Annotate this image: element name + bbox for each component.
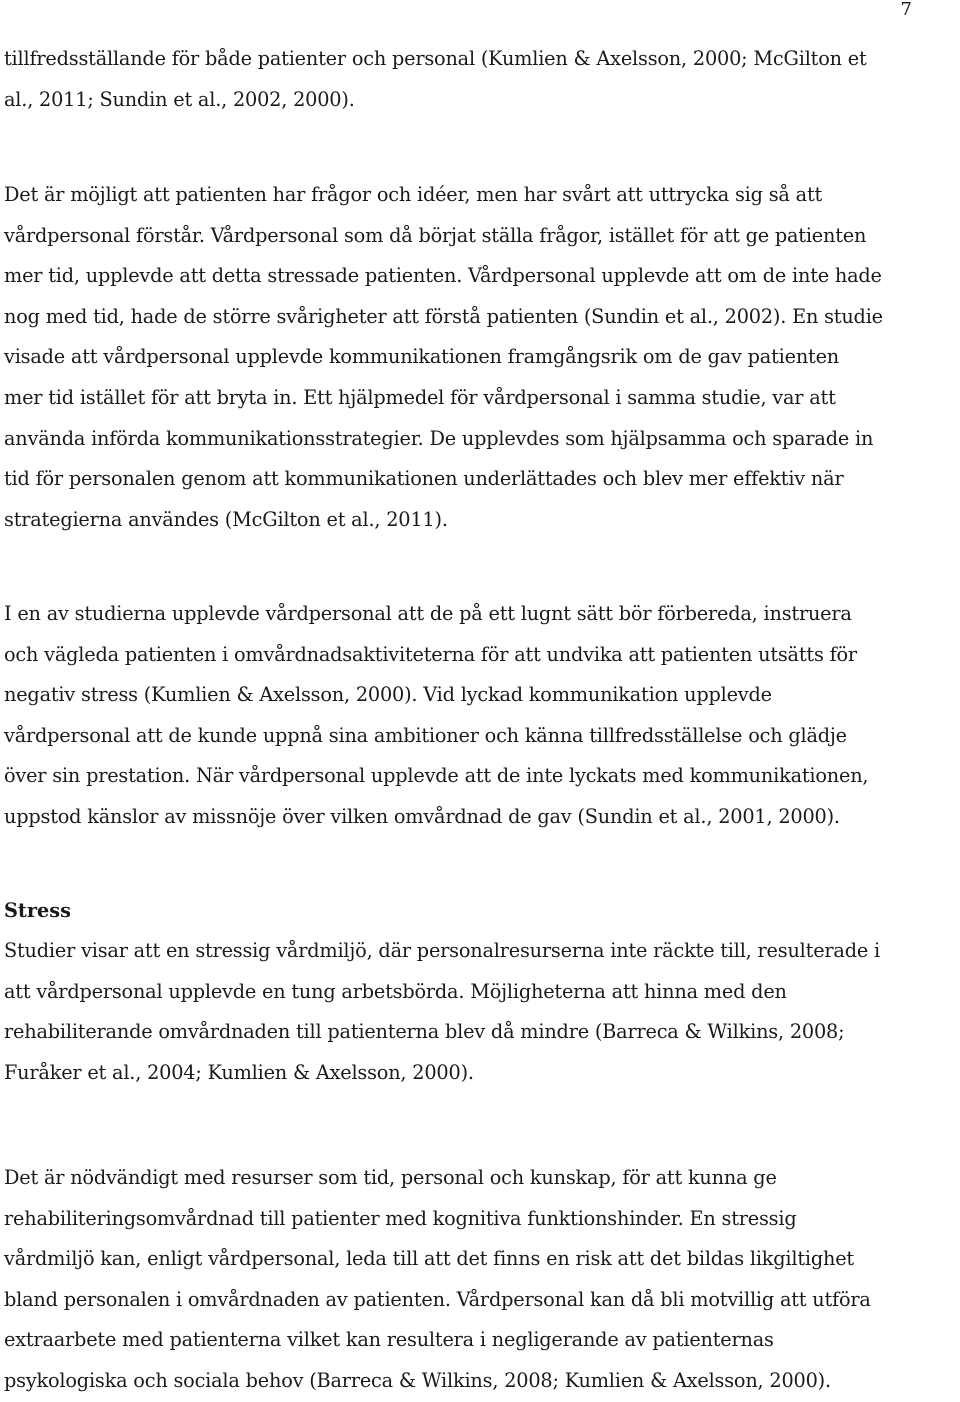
section-heading-stress: Stress bbox=[4, 899, 71, 922]
text-line: psykologiska och sociala behov (Barreca & Wilkins, 2008; Kumlien & Axelsson, 2000). bbox=[4, 1368, 831, 1392]
text-line: att vårdpersonal upplevde en tung arbetsbörda. Möjligheterna att hinna med den bbox=[4, 979, 787, 1003]
text-line: al., 2011; Sundin et al., 2002, 2000). bbox=[4, 87, 355, 111]
text-line: Det är möjligt att patienten har frågor och idéer, men har svårt att uttrycka sig så att bbox=[4, 183, 823, 206]
text-line: vårdmiljö kan, enligt vårdpersonal, leda till att det finns en risk att det bildas likgiltighet bbox=[4, 1247, 854, 1271]
text-line: mer tid, upplevde att detta stressade patienten. Vårdpersonal upplevde att om de inte hade bbox=[4, 264, 882, 288]
text-line: använda införda kommunikationsstrategier. De upplevdes som hjälpsamma och sparade in bbox=[4, 426, 874, 450]
text-line: vårdpersonal att de kunde uppnå sina ambitioner och känna tillfredsställelse och glädje bbox=[4, 723, 847, 747]
text-line: uppstod känslor av missnöje över vilken omvårdnad de gav (Sundin et al., 2001, 2000). bbox=[4, 804, 840, 828]
text-line: tillfredsställande för både patienter och personal (Kumlien & Axelsson, 2000; McGilton et bbox=[4, 47, 867, 70]
text-line: över sin prestation. När vårdpersonal upplevde att de inte lyckats med kommunikationen, bbox=[4, 764, 869, 788]
paragraph-4 bbox=[4, 931, 880, 1093]
paragraph-2 bbox=[4, 175, 883, 540]
text-line: extraarbete med patienterna vilket kan resultera i negligerande av patienternas bbox=[4, 1328, 774, 1352]
text-line: rehabiliterande omvårdnaden till patienterna blev då mindre (Barreca & Wilkins, 2008; bbox=[4, 1020, 845, 1044]
text-line: strategierna användes (McGilton et al., 2011). bbox=[4, 507, 448, 531]
text-line: vårdpersonal förstår. Vårdpersonal som då börjat ställa frågor, istället för att ge patienten bbox=[4, 223, 867, 247]
text-line: bland personalen i omvårdnaden av patienten. Vårdpersonal kan då bli motvillig att utföra bbox=[4, 1287, 871, 1311]
text-line: rehabiliteringsomvårdnad till patienter med kognitiva funktionshinder. En stressig bbox=[4, 1206, 797, 1230]
text-line: Studier visar att en stressig vårdmiljö, där personalresurserna inte räckte till, resulterade i bbox=[4, 939, 880, 962]
text-line: nog med tid, hade de större svårigheter att förstå patienten (Sundin et al., 2002). En studie bbox=[4, 304, 883, 328]
text-line: mer tid istället för att bryta in. Ett hjälpmedel för vårdpersonal i samma studie, var att bbox=[4, 385, 836, 409]
text-line: och vägleda patienten i omvårdnadsaktiviteterna för att undvika att patienten utsätts för bbox=[4, 642, 857, 666]
paragraph-1 bbox=[4, 39, 867, 120]
text-line: negativ stress (Kumlien & Axelsson, 2000). Vid lyckad kommunikation upplevde bbox=[4, 683, 772, 707]
paragraph-3 bbox=[4, 594, 868, 838]
text-line: I en av studierna upplevde vårdpersonal att de på ett lugnt sätt bör förbereda, instruera bbox=[4, 602, 852, 625]
page-number: 7 bbox=[900, 0, 912, 20]
text-line: Furåker et al., 2004; Kumlien & Axelsson, 2000). bbox=[4, 1060, 474, 1084]
text-line: Det är nödvändigt med resurser som tid, personal och kunskap, för att kunna ge bbox=[4, 1166, 777, 1189]
text-line: tid för personalen genom att kommunikationen underlättades och blev mer effektiv när bbox=[4, 467, 844, 491]
paragraph-5 bbox=[4, 1158, 871, 1402]
text-line: visade att vårdpersonal upplevde kommunikationen framgångsrik om de gav patienten bbox=[4, 345, 840, 369]
